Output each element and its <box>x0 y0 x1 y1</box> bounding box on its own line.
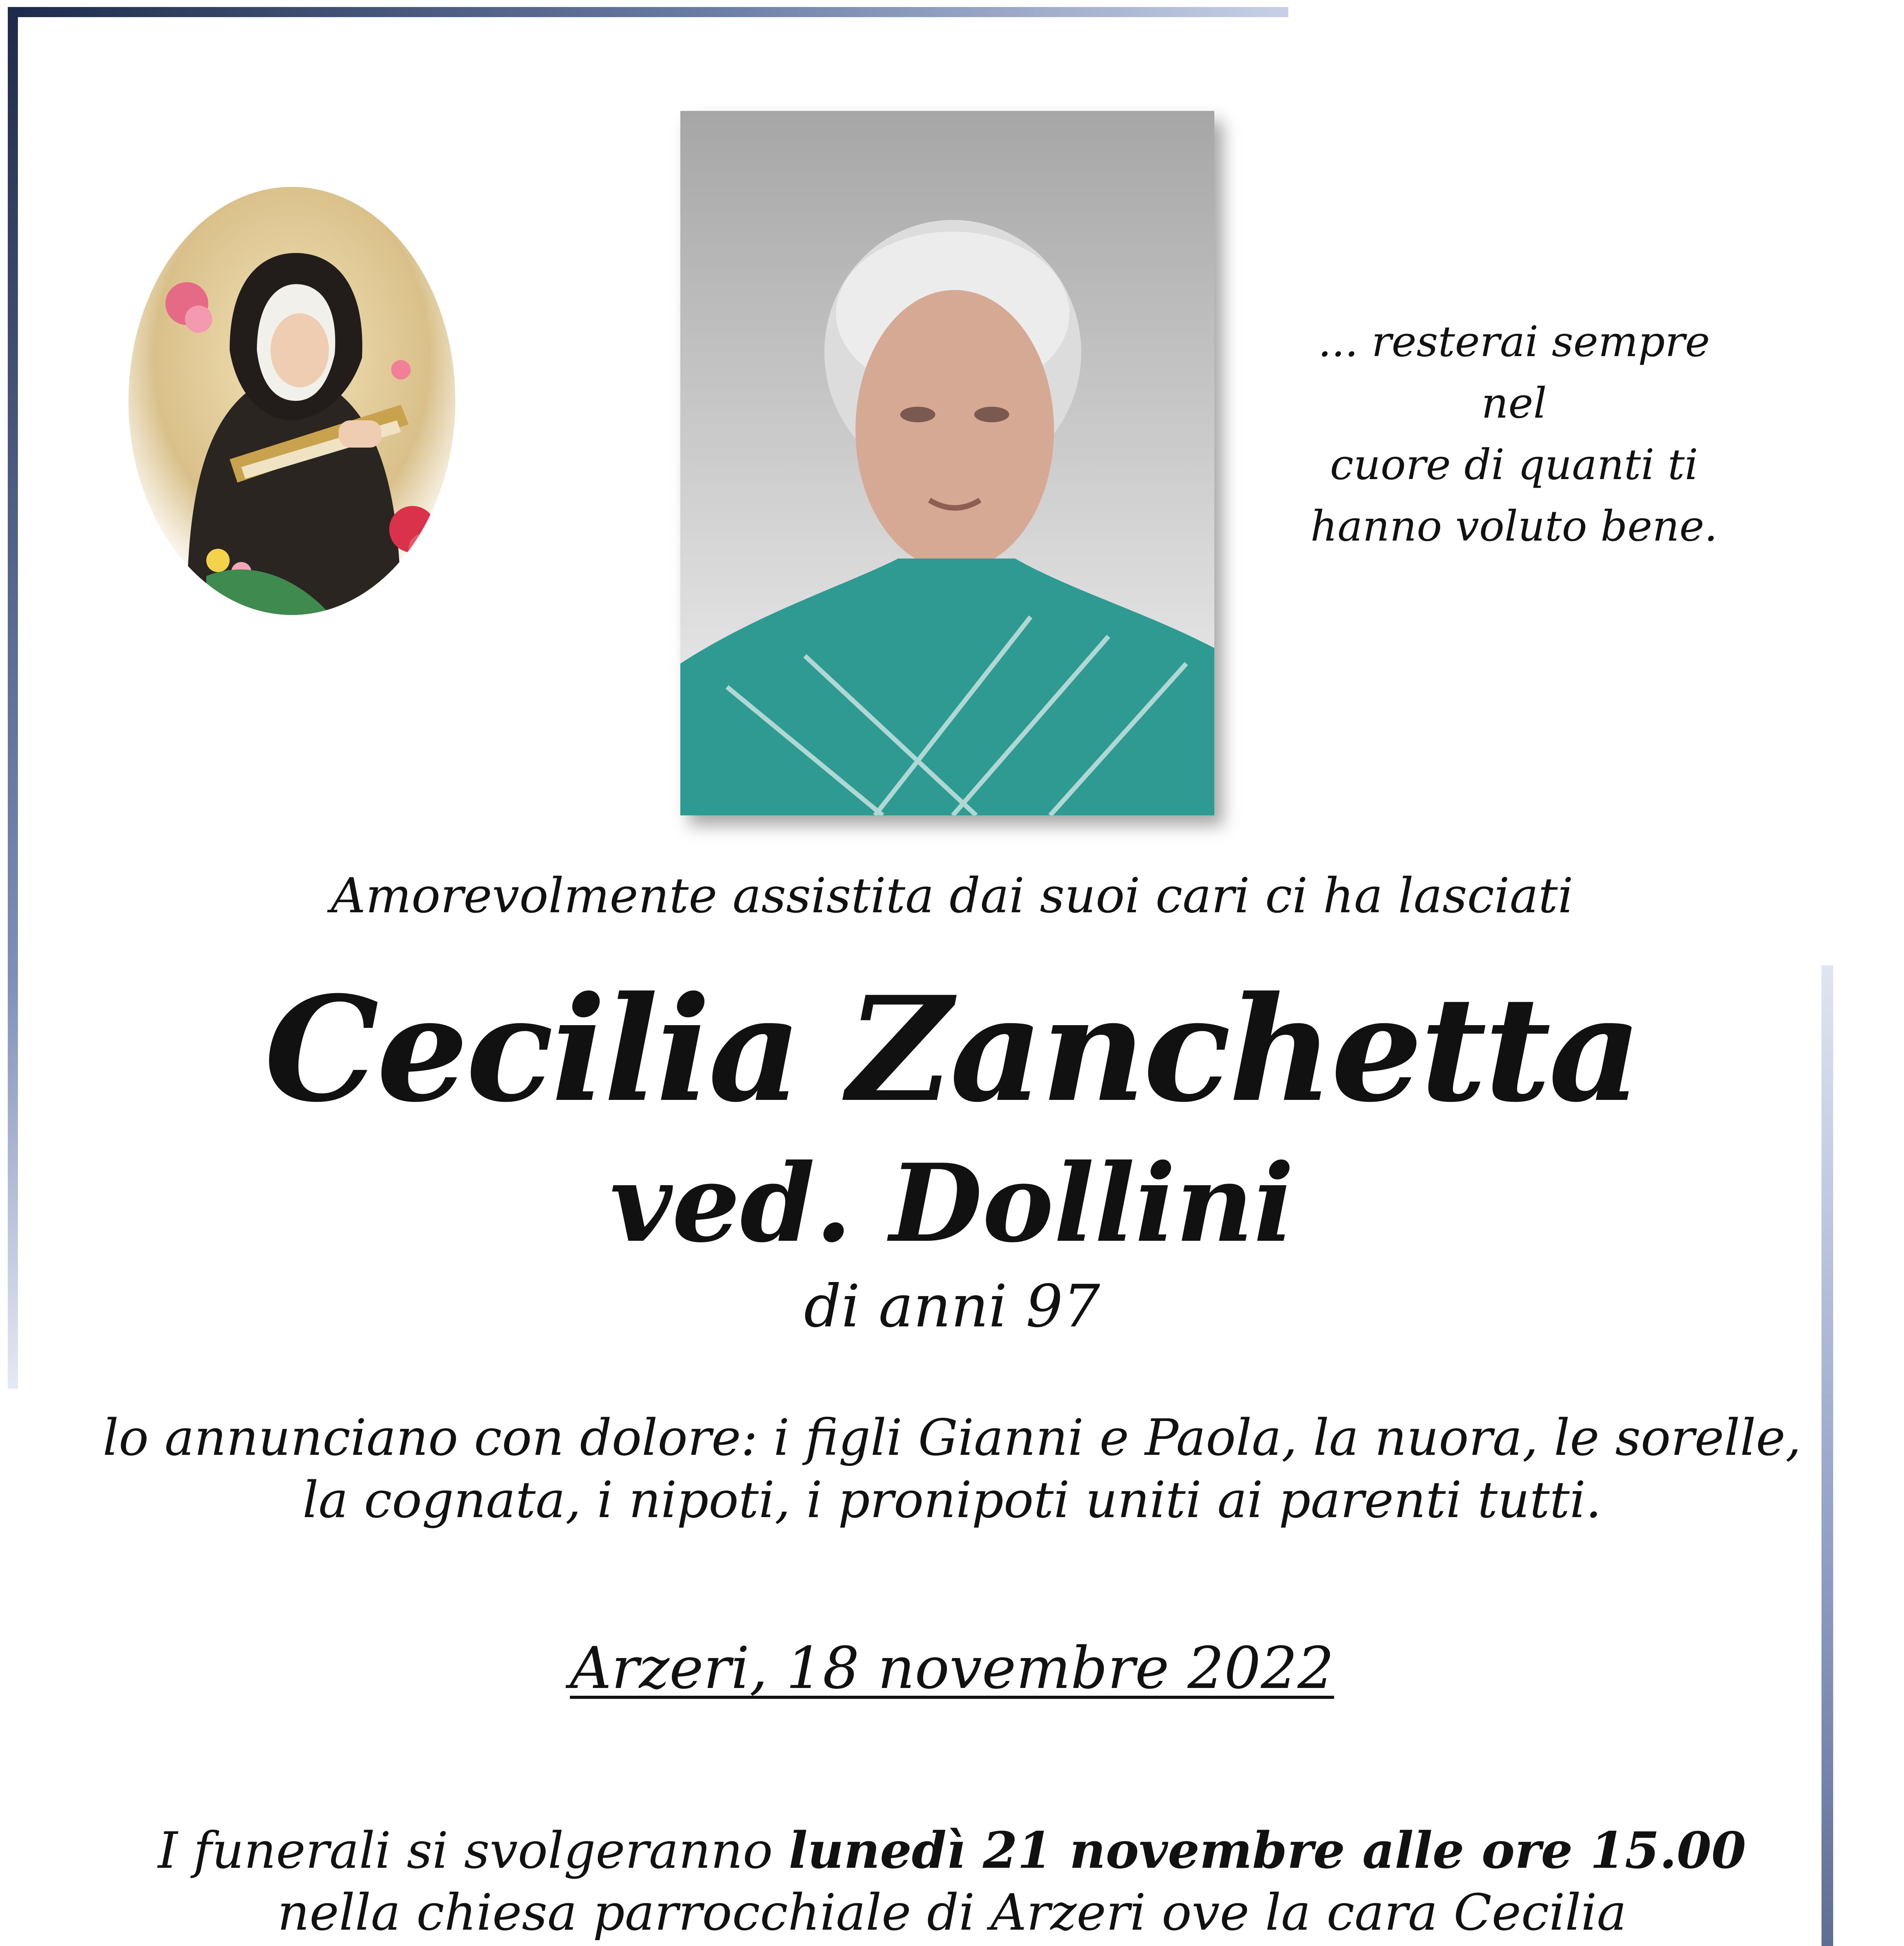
intro-text: Amorevolmente assistita dai suoi cari ci ha lasciati <box>330 868 1574 924</box>
announcement-line-2: la cognata, i nipoti, i pronipoti uniti ai parenti tutti. <box>302 1471 1602 1529</box>
funeral-line-1 <box>0 1821 1904 1880</box>
deceased-name: Cecilia Zanchetta <box>264 965 1640 1134</box>
age-text: di anni 97 <box>804 1273 1100 1340</box>
frame-top-border <box>8 7 1288 17</box>
memorial-quote <box>1284 311 1744 557</box>
widow-of: ved. Dollini <box>609 1140 1295 1266</box>
announcement-line-1: lo annunciano con dolore: i figli Gianni e Paola, la nuora, le sorelle, <box>103 1409 1801 1467</box>
quote-line-1: ... resterai sempre nel <box>1318 318 1710 428</box>
funeral-line-2: nella chiesa parrocchiale di Arzeri ove la cara Cecilia <box>277 1884 1627 1942</box>
quote-line-3: hanno voluto bene. <box>1310 502 1718 551</box>
place-date: Arzeri, 18 novembre 2022 <box>570 1635 1334 1702</box>
portrait-illustration <box>680 111 1214 815</box>
funeral-intro: I funerali si svolgeranno <box>158 1822 789 1880</box>
saint-image <box>128 187 455 615</box>
deceased-portrait <box>680 111 1214 815</box>
saint-illustration <box>128 187 455 615</box>
funeral-datetime: lunedì 21 novembre alle ore 15.00 <box>789 1821 1746 1880</box>
quote-line-2: cuore di quanti ti <box>1330 441 1698 489</box>
